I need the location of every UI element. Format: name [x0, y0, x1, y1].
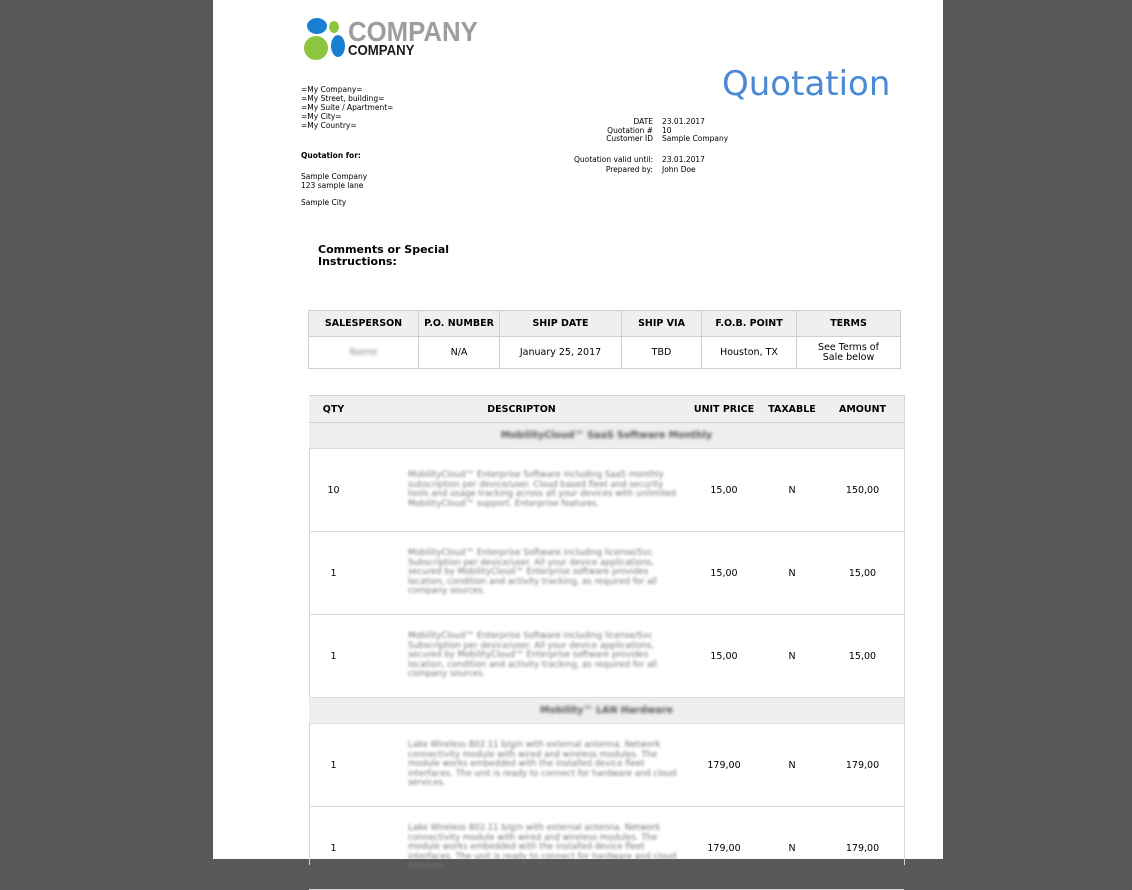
th-qty: QTY [309, 396, 358, 423]
taxable-cell: N [763, 807, 821, 890]
qty-cell: 1 [309, 724, 358, 807]
group-row-cell [309, 698, 904, 724]
description-cell: Lake Wireless 802.11 b/g/n with external antenna. Network connectivity module with wired and wireless modules. The module works embedded with the installed device fleet interfaces. The unit is ready to connect for hardware and cloud services. [358, 807, 685, 890]
description-cell: MobilityCloud™ Enterprise Software including license/Svc Subscription per device/user. All your device applications, secured by MobilityCloud™ Enterprise software provides location, condition and activity tracking, as required for all company sources. [358, 532, 685, 615]
th-amount: AMOUNT [821, 396, 904, 423]
customer-city: Sample City [301, 198, 347, 207]
th-salesperson: SALESPERSON [309, 311, 419, 337]
unit-price-cell: 15,00 [685, 449, 763, 532]
taxable-cell: N [763, 449, 821, 532]
unit-price-cell: 15,00 [685, 615, 763, 698]
customer-id-value: Sample Company [662, 134, 729, 143]
quotation-for-label: Quotation for: [301, 151, 361, 160]
valid-until-label: Quotation valid until: [573, 155, 653, 164]
description-cell: MobilityCloud™ Enterprise Software including SaaS monthly subscription per device/user. Cloud based fleet and security tools and usage tracking across all your devices with unlimited MobilityCloud™ support. Enterprise features. [358, 449, 685, 532]
date-value: 23.01.2017 [662, 117, 705, 126]
taxable-cell: N [763, 615, 821, 698]
shipping-row [309, 337, 901, 369]
th-ship-via: SHIP VIA [622, 311, 702, 337]
ship-via-value: TBD [622, 337, 702, 369]
shipping-table [308, 310, 901, 369]
th-unit-price: UNIT PRICE [685, 396, 763, 423]
quote-number-value: 10 [662, 125, 672, 135]
th-terms: TERMS [797, 311, 901, 337]
taxable-cell: N [763, 724, 821, 807]
table-row [309, 615, 904, 698]
customer-address [301, 172, 367, 190]
ship-date-value: January 25, 2017 [500, 337, 622, 369]
date-label: DATE [633, 117, 653, 126]
company-country: =My Country= [301, 121, 357, 130]
table-row [309, 449, 904, 532]
salesperson-redacted: Name [349, 346, 378, 358]
amount-cell: 179,00 [821, 724, 904, 807]
shipping-header-row [309, 311, 901, 337]
company-logo [305, 16, 478, 63]
meta-values [662, 117, 782, 143]
qty-cell: 1 [309, 532, 358, 615]
amount-cell: 179,00 [821, 807, 904, 890]
group-row [309, 698, 904, 724]
th-fob-point: F.O.B. POINT [702, 311, 797, 337]
th-po-number: P.O. NUMBER [419, 311, 500, 337]
table-row [309, 724, 904, 807]
terms-value: See Terms of Sale below [797, 337, 901, 369]
qty-cell: 1 [309, 807, 358, 890]
group-row [309, 423, 904, 449]
valid-until-value: 23.01.2017 [662, 155, 705, 164]
company-city: =My City= [301, 112, 342, 121]
amount-cell: 150,00 [821, 449, 904, 532]
description-cell: Lake Wireless 802.11 b/g/n with external antenna. Network connectivity module with wired and wireless modules. The module works embedded with the installed device fleet interfaces. The unit is ready to connect for hardware and cloud services. [358, 724, 685, 807]
qty-cell: 10 [309, 449, 358, 532]
qty-cell: 1 [309, 615, 358, 698]
customer-id-label: Customer ID [606, 134, 653, 143]
group-title: Mobility™ LAN Hardware [540, 705, 673, 716]
meta-labels [553, 117, 653, 143]
customer-street: 123 sample lane [301, 181, 364, 190]
th-taxable: TAXABLE [763, 396, 821, 423]
items-header-row [309, 396, 904, 423]
description-cell: MobilityCloud™ Enterprise Software including license/Svc Subscription per device/user. All your device applications, secured by MobilityCloud™ Enterprise software provides location, condition and activity tracking, as required for all company sources. [358, 615, 685, 698]
validity-values [662, 155, 782, 174]
company-address [301, 85, 393, 130]
quote-number-label: Quotation # [607, 125, 653, 135]
unit-price-cell: 179,00 [685, 724, 763, 807]
group-title: MobilityCloud™ SaaS Software Monthly [500, 430, 713, 441]
table-row [309, 807, 904, 890]
unit-price-cell: 15,00 [685, 532, 763, 615]
prepared-by-value: John Doe [662, 164, 696, 174]
logo-brand-line2: COMPANY [348, 42, 415, 59]
amount-cell: 15,00 [821, 532, 904, 615]
th-ship-date: SHIP DATE [500, 311, 622, 337]
salesperson-value [309, 337, 419, 369]
customer-company: Sample Company [301, 172, 368, 181]
po-number-value: N/A [419, 337, 500, 369]
company-street: =My Street, building= [301, 94, 385, 103]
unit-price-cell: 179,00 [685, 807, 763, 890]
document-page [213, 0, 943, 872]
logo-icon [305, 17, 349, 63]
taxable-cell: N [763, 532, 821, 615]
validity-labels [553, 155, 653, 174]
table-row [309, 532, 904, 615]
logo-brand-line1: COMPANY [348, 16, 478, 47]
company-suite: =My Suite / Apartment= [301, 103, 394, 112]
group-row-cell [309, 423, 904, 449]
th-description: DESCRIPTON [358, 396, 685, 423]
document-title: Quotation [722, 64, 891, 104]
amount-cell: 15,00 [821, 615, 904, 698]
company-name: =My Company= [301, 85, 363, 94]
prepared-by-label: Prepared by: [605, 164, 653, 174]
items-table [309, 395, 904, 890]
fob-point-value: Houston, TX [702, 337, 797, 369]
comments-label: Comments or Special Instructions: [318, 243, 450, 268]
